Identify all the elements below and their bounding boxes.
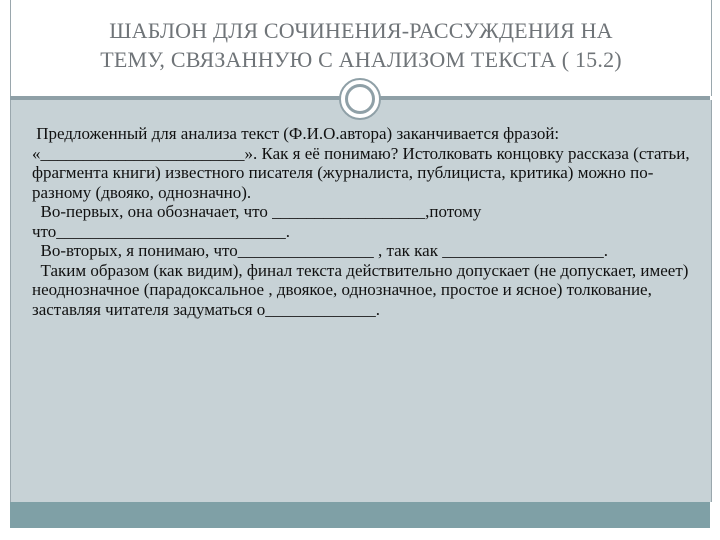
- paragraph-conclusion: Таким образом (как видим), финал текста действительно допускает (не допускает, имеет) неоднозначное (парадоксальное , двоякое, однозначное, простое и ясное) толкование, заставляя читателя задуматься о_____________.: [32, 260, 693, 319]
- title-line-2: ТЕМУ, СВЯЗАННУЮ С АНАЛИЗОМ ТЕКСТА ( 15.2): [100, 47, 622, 72]
- body-text: [32, 124, 692, 319]
- paragraph-first-point: Во-первых, она обозначает, что __________________,потому что___________________________.: [32, 202, 486, 241]
- paragraph-intro: Предложенный для анализа текст (Ф.И.О.автора) заканчивается фразой: «________________________». Как я её понимаю? Истолковать концовку рассказа (статьи, фрагмента книги) известного писателя (журналиста, публициста, критика) можно по-разному (двояко, однозначно).: [32, 124, 694, 202]
- bottom-accent-bar: [10, 502, 710, 528]
- paragraph-second-point: Во-вторых, я понимаю, что________________ , так как ___________________.: [32, 241, 608, 260]
- title-line-1: ШАБЛОН ДЛЯ СОЧИНЕНИЯ-РАССУЖДЕНИЯ НА: [109, 18, 613, 43]
- circle-ornament-icon: [339, 78, 381, 120]
- slide-title: [11, 0, 711, 74]
